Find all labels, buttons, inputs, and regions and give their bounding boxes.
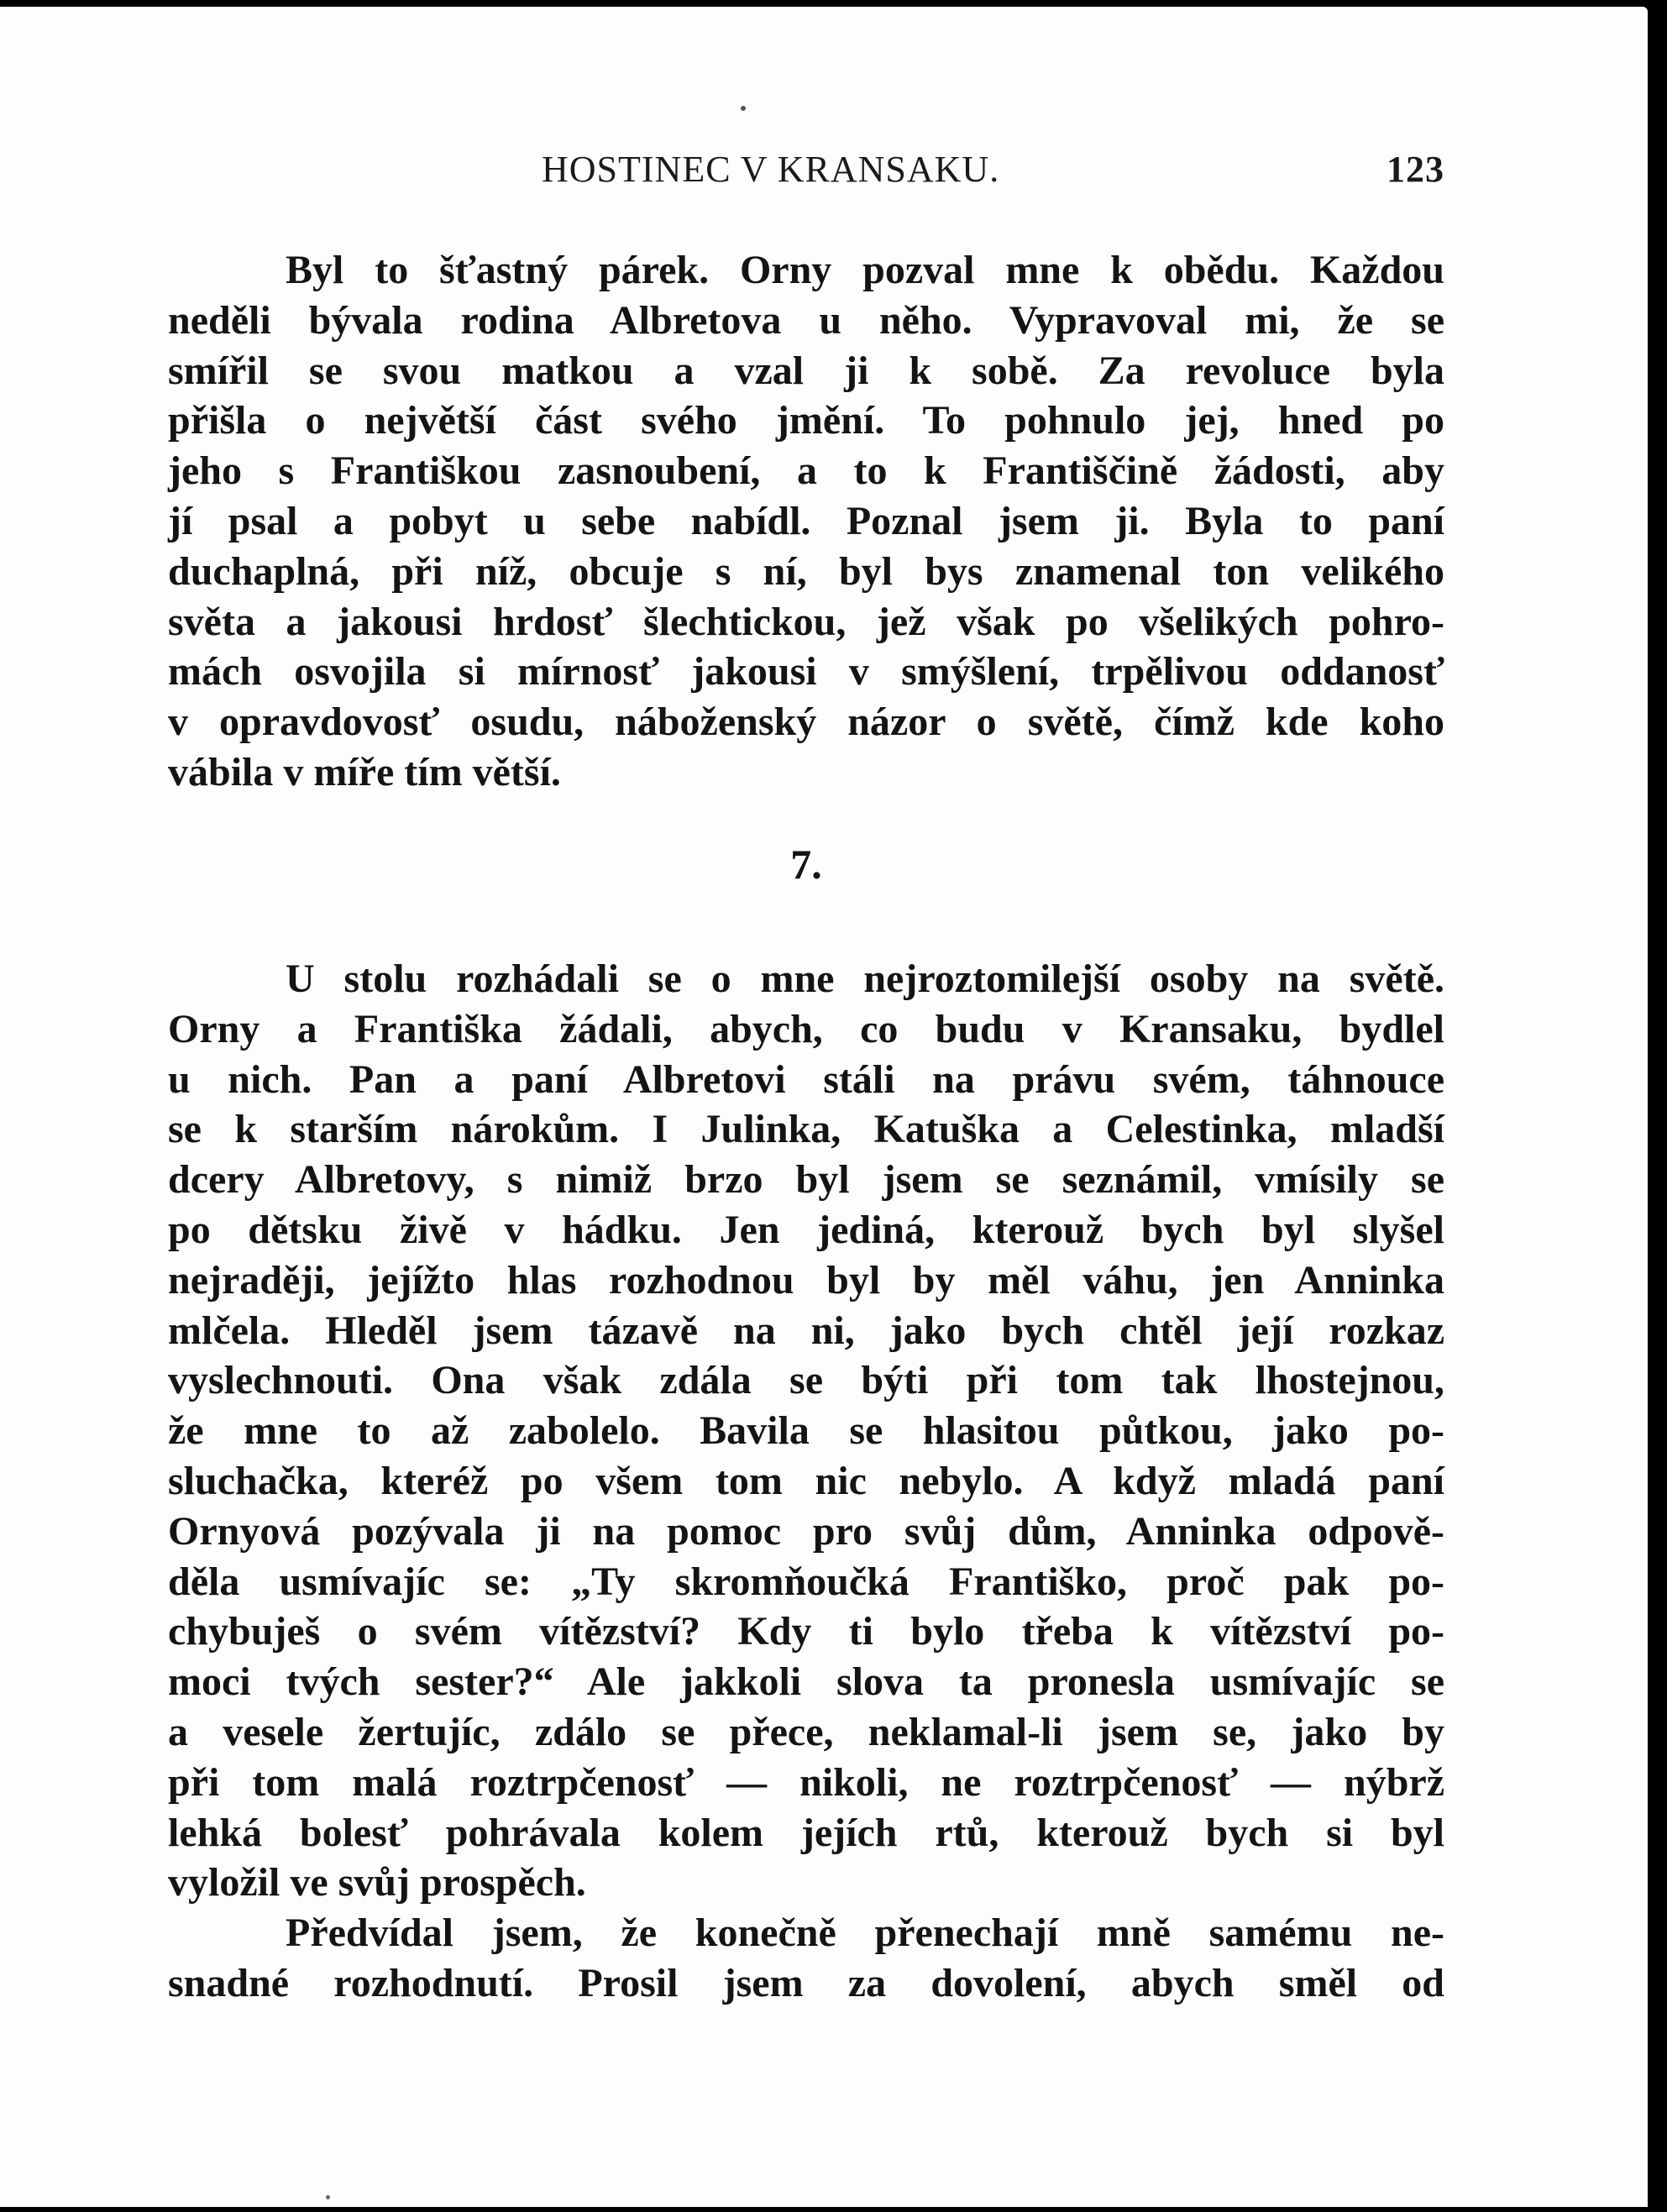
text-line: přišla o největší část svého jmění. To pohnulo jej, hned po bbox=[168, 398, 1444, 443]
book-page bbox=[0, 7, 1648, 2207]
text-line: U stolu rozhádali se o mne nejroztomilejší osoby na světě. bbox=[286, 957, 1444, 1001]
text-line: lehká bolesť pohrávala kolem jejích rtů, kterouž bych si byl bbox=[168, 1810, 1444, 1855]
text-line: neděli bývala rodina Albretova u něho. Vypravoval mi, že se bbox=[168, 297, 1444, 343]
text-line: Orny a Františka žádali, abych, co budu v Kransaku, bydlel bbox=[168, 1006, 1444, 1051]
text-line: Předvídal jsem, že konečně přenechají mně samému ne- bbox=[286, 1911, 1444, 1956]
print-speck bbox=[741, 106, 746, 111]
text-line: světa a jakousi hrdosť šlechtickou, jež však po všelikých pohro- bbox=[168, 599, 1444, 644]
text-line: dcery Albretovy, s nimiž brzo byl jsem se seznámil, vmísily se bbox=[168, 1157, 1444, 1203]
text-line: při tom malá roztrpčenosť — nikoli, ne roztrpčenosť — nýbrž bbox=[168, 1759, 1444, 1805]
paragraph-1 bbox=[168, 245, 1444, 798]
text-line: vyložil ve svůj prospěch. bbox=[168, 1860, 586, 1905]
running-header bbox=[168, 148, 1444, 198]
text-line: vábila v míře tím větší. bbox=[168, 749, 561, 794]
text-line: u nich. Pan a paní Albretovi stáli na právu svém, táhnouce bbox=[168, 1056, 1444, 1102]
text-line: mách osvojila si mírnosť jakousi v smýšlení, trpělivou oddanosť bbox=[168, 649, 1444, 695]
text-line: v opravdovosť osudu, náboženský názor o světě, čímž kde koho bbox=[168, 700, 1444, 745]
text-line: vyslechnouti. Ona však zdála se býti při tom tak lhostejnou, bbox=[168, 1358, 1444, 1403]
text-line: mlčela. Hleděl jsem tázavě na ni, jako bych chtěl její rozkaz bbox=[168, 1308, 1444, 1353]
text-line: se k starším nárokům. I Julinka, Katuška a Celestinka, mladší bbox=[168, 1107, 1444, 1152]
text-line: a vesele žertujíc, zdálo se přece, neklamal-li jsem se, jako by bbox=[168, 1709, 1444, 1754]
page-number: 123 bbox=[1387, 149, 1444, 190]
text-line: Byl to šťastný párek. Orny pozval mne k obědu. Každou bbox=[286, 248, 1444, 292]
text-line: moci tvých sester?“ Ale jakkoli slova ta pronesla usmívajíc se bbox=[168, 1659, 1444, 1705]
text-line: po dětsku živě v hádku. Jen jediná, kterouž bych byl slyšel bbox=[168, 1207, 1444, 1252]
text-line: jeho s Františkou zasnoubení, a to k Františčině žádosti, aby bbox=[168, 448, 1444, 494]
text-line: smířil se svou matkou a vzal ji k sobě. Za revoluce byla bbox=[168, 348, 1444, 393]
paragraph-2 bbox=[168, 954, 1444, 2009]
text-line: duchaplná, při níž, obcuje s ní, byl bys znamenal ton velikého bbox=[168, 548, 1444, 594]
text-line: sluchačka, kteréž po všem tom nic nebylo. A když mladá paní bbox=[168, 1458, 1444, 1503]
section-number: 7. bbox=[790, 841, 822, 888]
print-speck bbox=[326, 2195, 330, 2199]
text-line: děla usmívajíc se: „Ty skromňoučká Františko, proč pak po- bbox=[168, 1559, 1444, 1604]
text-line: nejraději, jejížto hlas rozhodnou byl by měl váhu, jen Anninka bbox=[168, 1257, 1444, 1303]
text-line: chybuješ o svém vítězství? Kdy ti bylo třeba k vítězství po- bbox=[168, 1609, 1444, 1654]
running-title: HOSTINEC V KRANSAKU. bbox=[542, 149, 1000, 190]
text-line: Ornyová pozývala ji na pomoc pro svůj dům, Anninka odpově- bbox=[168, 1508, 1444, 1554]
text-line: že mne to až zabolelo. Bavila se hlasitou půtkou, jako po- bbox=[168, 1408, 1444, 1454]
text-line: snadné rozhodnutí. Prosil jsem za dovolení, abych směl od bbox=[168, 1960, 1444, 2005]
text-line: jí psal a pobyt u sebe nabídl. Poznal jsem ji. Byla to paní bbox=[168, 498, 1444, 543]
